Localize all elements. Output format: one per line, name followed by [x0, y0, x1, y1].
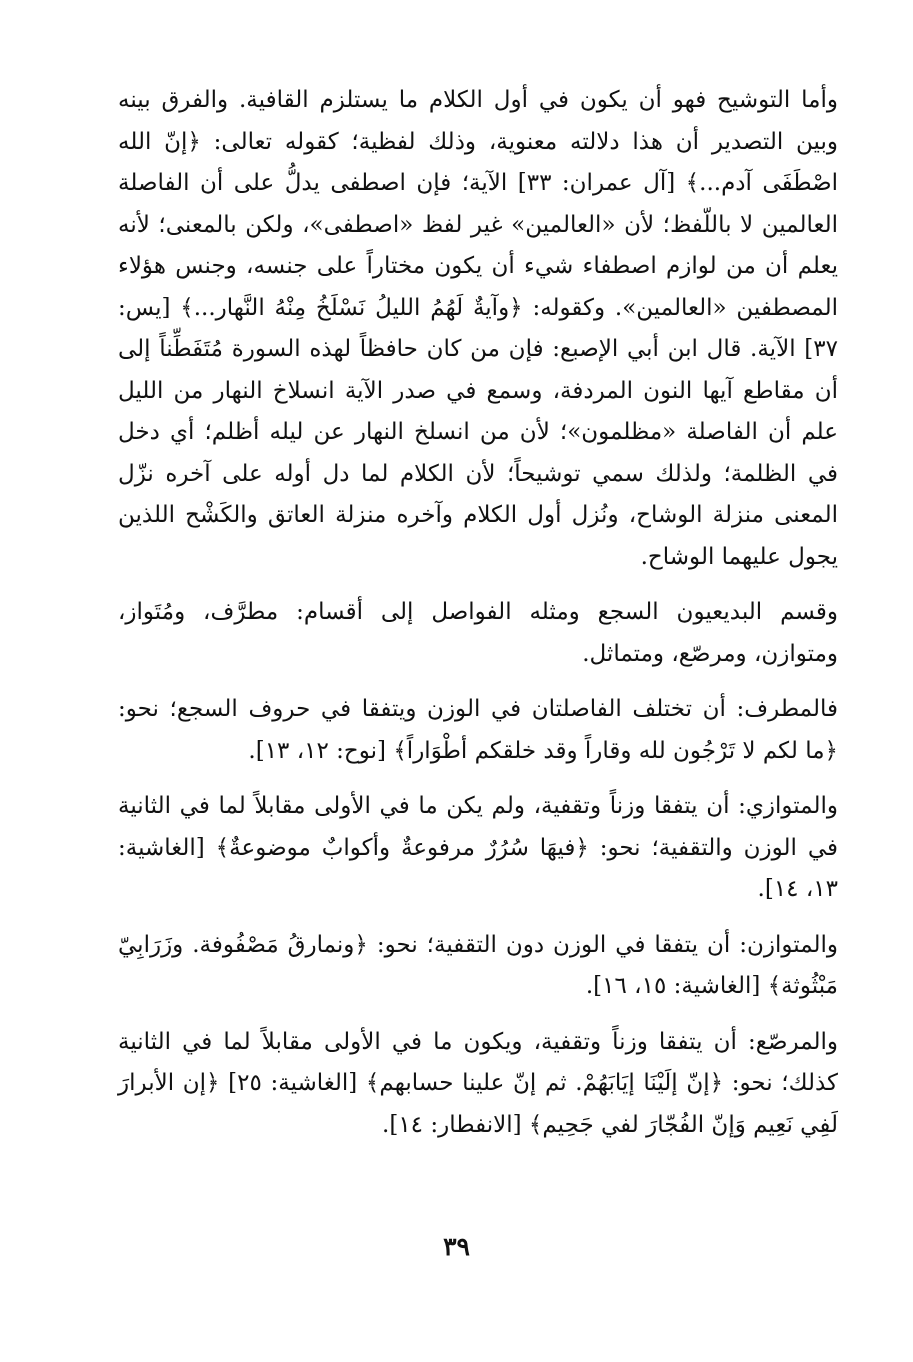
paragraph-sajj-divisions: وقسم البديعيون السجع ومثله الفواصل إلى أقسام: مطرَّف، ومُتَواز، ومتوازن، ومرصّع، ومتماثل. — [118, 599, 838, 667]
paragraph-mutarraf: فالمطرف: أن تختلف الفاصلتان في الوزن ويتفقا في حروف السجع؛ نحو: ﴿ما لكم لا تَرْجُون لله وقاراً وقد خلقكم أطْوَاراً﴾ [نوح: ١٢، ١٣]. — [118, 696, 838, 764]
page-body — [118, 80, 838, 1146]
paragraph-tawshih: وأما التوشيح فهو أن يكون في أول الكلام ما يستلزم القافية. والفرق بينه وبين التصدير أن هذا دلالته معنوية، وذلك لفظية؛ كقوله تعالى: ﴿إنّ الله اصْطَفَى آدم...﴾ [آل عمران: ٣٣] الآية؛ فإن اصطفى يدلُّ على أن الفاصلة العالمين لا باللّفظ؛ لأن «العالمين» غير لفظ «اصطفى»، ولكن بالمعنى؛ لأنه يعلم أن من لوازم اصطفاء شيء أن يكون مختاراً على جنسه، وجنس هؤلاء المصطفين «العالمين». وكقوله: ﴿وآيةٌ لَهُمُ الليلُ نَسْلَخُ مِنْهُ النَّهار...﴾ [يس: ٣٧] الآية. قال ابن أبي الإصبع: فإن من كان حافظاً لهذه السورة مُتَفَطِّناً إلى أن مقاطع آيها النون المردفة، وسمع في صدر الآية انسلاخ النهار من الليل علم أن الفاصلة «مظلمون»؛ لأن من انسلخ النهار عن ليله أظلم؛ أي دخل في الظلمة؛ ولذلك سمي توشيحاً؛ لأن الكلام لما دل أوله على آخره نزّل المعنى منزلة الوشاح، ونُزل أول الكلام وآخره منزلة العاتق والكَشْح اللذين يجول عليهما الوشاح. — [118, 87, 838, 570]
page-number: ٣٩ — [443, 1232, 470, 1261]
paragraph-mutawazi: والمتوازي: أن يتفقا وزناً وتقفية، ولم يكن ما في الأولى مقابلاً لما في الثانية في الوزن والتقفية؛ نحو: ﴿فيهَا سُرُرٌ مرفوعةٌ وأكوابٌ موضوعةٌ﴾ [الغاشية: ١٣، ١٤]. — [118, 793, 838, 902]
paragraph-murassa: والمرصّع: أن يتفقا وزناً وتقفية، ويكون ما في الأولى مقابلاً لما في الثانية كذلك؛ نحو: ﴿إنّ إلَيْنَا إيَابَهُمْ. ثم إنّ علينا حسابهم﴾ [الغاشية: ٢٥] ﴿إن الأبرارَ لَفِي نَعِيم وَإنّ الفُجّارَ لفي جَحِيم﴾ [الانفطار: ١٤]. — [118, 1028, 838, 1138]
paragraph-mutawazin: والمتوازن: أن يتفقا في الوزن دون التقفية؛ نحو: ﴿ونمارقُ مَصْفُوفة. وزَرَابِيّ مَبْثُوثة﴾ [الغاشية: ١٥، ١٦]. — [118, 931, 838, 999]
